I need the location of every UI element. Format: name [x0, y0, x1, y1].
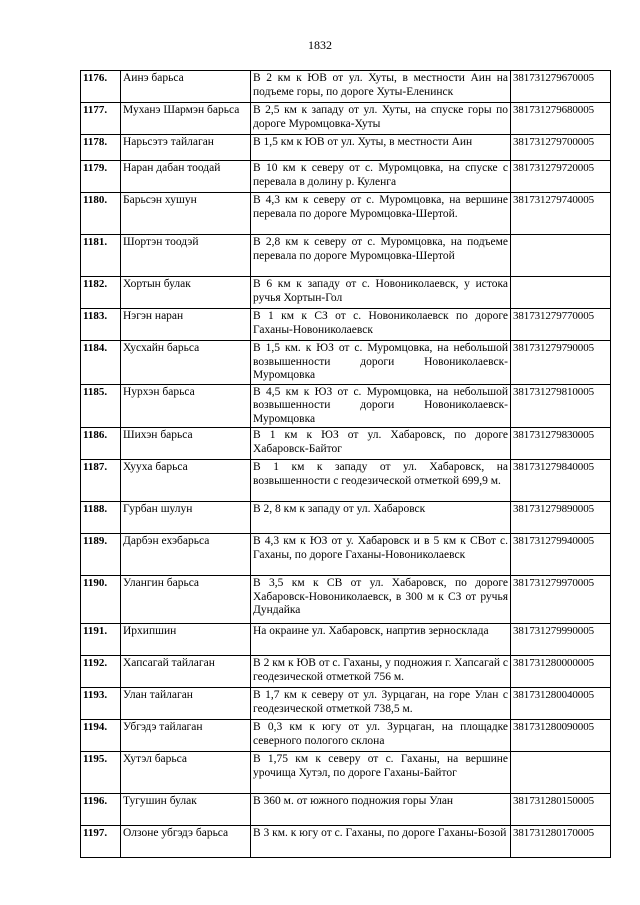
site-name: Нэгэн наран — [121, 309, 251, 341]
site-name: Гурбан шулун — [121, 502, 251, 534]
registry-code: 381731280090005 — [511, 720, 611, 752]
site-description: В 1 км к СЗ от с. Новониколаевск по дороге Гаханы-Новониколаевск — [251, 309, 511, 341]
table-row — [81, 534, 611, 576]
table-row — [81, 193, 611, 235]
site-name: Хортын булак — [121, 277, 251, 309]
site-description: В 2 км к ЮВ от с. Гаханы, у подножия г. Хапсагай с геодезической отметкой 756 м. — [251, 656, 511, 688]
registry-code — [511, 752, 611, 794]
row-number: 1190. — [81, 576, 121, 624]
site-name: Дарбэн ехэбарьса — [121, 534, 251, 576]
registry-code: 381731279990005 — [511, 624, 611, 656]
site-description: В 4,3 км к северу от с. Муромцовка, на вершине перевала по дороге Муромцовка-Шертой. — [251, 193, 511, 235]
registry-code: 381731279940005 — [511, 534, 611, 576]
row-number: 1189. — [81, 534, 121, 576]
table-row — [81, 135, 611, 161]
table-row — [81, 752, 611, 794]
site-description: В 3 км. к югу от с. Гаханы, по дороге Гаханы-Бозой — [251, 826, 511, 858]
site-description: В 10 км к северу от с. Муромцовка, на спуске с перевала в долину р. Куленга — [251, 161, 511, 193]
table-row — [81, 656, 611, 688]
site-name: Хууха барьса — [121, 460, 251, 502]
table-row — [81, 384, 611, 428]
page-number: 1832 — [308, 38, 332, 52]
site-description: В 0,3 км к югу от ул. Зурцаган, на площадке северного пологого склона — [251, 720, 511, 752]
site-description: В 1,5 км. к ЮЗ от с. Муромцовка, на небольшой возвышенности дороги Новониколаевск-Муромцовка — [251, 341, 511, 385]
table-row — [81, 309, 611, 341]
site-name: Тугушин булак — [121, 794, 251, 826]
site-name: Муханэ Шармэн барьса — [121, 103, 251, 135]
site-description: В 1 км к западу от ул. Хабаровск, на возвышенности с геодезической отметкой 699,9 м. — [251, 460, 511, 502]
registry-code: 381731279740005 — [511, 193, 611, 235]
table-row — [81, 688, 611, 720]
table-row — [81, 161, 611, 193]
registry-code: 381731279720005 — [511, 161, 611, 193]
table-row — [81, 428, 611, 460]
row-number: 1183. — [81, 309, 121, 341]
row-number: 1196. — [81, 794, 121, 826]
table-row — [81, 576, 611, 624]
site-name: Шортэн тоодэй — [121, 235, 251, 277]
site-name: Барьсэн хушун — [121, 193, 251, 235]
row-number: 1187. — [81, 460, 121, 502]
site-description: В 2 км к ЮВ от ул. Хуты, в местности Аин на подъеме горы, по дороге Хуты-Еленинск — [251, 71, 511, 103]
row-number: 1180. — [81, 193, 121, 235]
registry-code: 381731279670005 — [511, 71, 611, 103]
registry-code: 381731280170005 — [511, 826, 611, 858]
registry-table — [80, 70, 611, 858]
site-name: Наран дабан тоодай — [121, 161, 251, 193]
site-description: В 2, 8 км к западу от ул. Хабаровск — [251, 502, 511, 534]
table-row — [81, 277, 611, 309]
site-description: На окраине ул. Хабаровск, напртив зерносклада — [251, 624, 511, 656]
row-number: 1182. — [81, 277, 121, 309]
table-row — [81, 235, 611, 277]
site-description: В 2,8 км к северу от с. Муромцовка, на подъеме перевала по дороге Муромцовка-Шертой — [251, 235, 511, 277]
site-description: В 1,75 км к северу от с. Гаханы, на вершине урочища Хутэл, по дороге Гаханы-Байтог — [251, 752, 511, 794]
registry-code: 381731279700005 — [511, 135, 611, 161]
site-name: Хутэл барьса — [121, 752, 251, 794]
row-number: 1179. — [81, 161, 121, 193]
site-description: В 1 км к ЮЗ от ул. Хабаровск, по дороге Хабаровск-Байтог — [251, 428, 511, 460]
row-number: 1194. — [81, 720, 121, 752]
row-number: 1195. — [81, 752, 121, 794]
site-name: Аинэ барьса — [121, 71, 251, 103]
registry-code: 381731279770005 — [511, 309, 611, 341]
registry-code: 381731280150005 — [511, 794, 611, 826]
row-number: 1176. — [81, 71, 121, 103]
site-name: Улангин барьса — [121, 576, 251, 624]
site-name: Шихэн барьса — [121, 428, 251, 460]
row-number: 1192. — [81, 656, 121, 688]
registry-code: 381731279970005 — [511, 576, 611, 624]
site-name: Нурхэн барьса — [121, 384, 251, 428]
site-name: Олзоне убгэдэ барьса — [121, 826, 251, 858]
table-row — [81, 71, 611, 103]
row-number: 1177. — [81, 103, 121, 135]
row-number: 1188. — [81, 502, 121, 534]
site-description: В 3,5 км к СВ от ул. Хабаровск, по дороге Хабаровск-Новониколаевск, в 300 м к СЗ от ручья Дундайка — [251, 576, 511, 624]
row-number: 1185. — [81, 384, 121, 428]
site-name: Нарьсэтэ тайлаган — [121, 135, 251, 161]
site-description: В 1,5 км к ЮВ от ул. Хуты, в местности Аин — [251, 135, 511, 161]
row-number: 1178. — [81, 135, 121, 161]
table-row — [81, 502, 611, 534]
site-name: Ирхипшин — [121, 624, 251, 656]
site-description: В 6 км к западу от с. Новониколаевск, у истока ручья Хортын-Гол — [251, 277, 511, 309]
site-name: Улан тайлаган — [121, 688, 251, 720]
table-row — [81, 341, 611, 385]
row-number: 1193. — [81, 688, 121, 720]
site-description: В 360 м. от южного подножия горы Улан — [251, 794, 511, 826]
row-number: 1181. — [81, 235, 121, 277]
site-name: Хусхайн барьса — [121, 341, 251, 385]
registry-code: 381731280000005 — [511, 656, 611, 688]
row-number: 1186. — [81, 428, 121, 460]
site-description: В 1,7 км к северу от ул. Зурцаган, на горе Улан с геодезической отметкой 738,5 м. — [251, 688, 511, 720]
registry-code: 381731279840005 — [511, 460, 611, 502]
registry-code: 381731279810005 — [511, 384, 611, 428]
registry-code — [511, 277, 611, 309]
table-row — [81, 826, 611, 858]
table-row — [81, 794, 611, 826]
site-name: Убгэдэ тайлаган — [121, 720, 251, 752]
registry-code: 381731279830005 — [511, 428, 611, 460]
registry-code: 381731279680005 — [511, 103, 611, 135]
row-number: 1184. — [81, 341, 121, 385]
table-row — [81, 103, 611, 135]
table-row — [81, 460, 611, 502]
table-row — [81, 624, 611, 656]
row-number: 1197. — [81, 826, 121, 858]
table-row — [81, 720, 611, 752]
site-description: В 4,3 км к ЮЗ от у. Хабаровск и в 5 км к СВот с. Гаханы, по дороге Гаханы-Новониколаевск — [251, 534, 511, 576]
registry-code: 381731279790005 — [511, 341, 611, 385]
site-name: Хапсагай тайлаган — [121, 656, 251, 688]
row-number: 1191. — [81, 624, 121, 656]
site-description: В 2,5 км к западу от ул. Хуты, на спуске горы по дороге Муромцовка-Хуты — [251, 103, 511, 135]
registry-code: 381731279890005 — [511, 502, 611, 534]
registry-code: 381731280040005 — [511, 688, 611, 720]
registry-code — [511, 235, 611, 277]
site-description: В 4,5 км к ЮЗ от с. Муромцовка, на небольшой возвышенности дороги Новониколаевск-Муромцовка — [251, 384, 511, 428]
